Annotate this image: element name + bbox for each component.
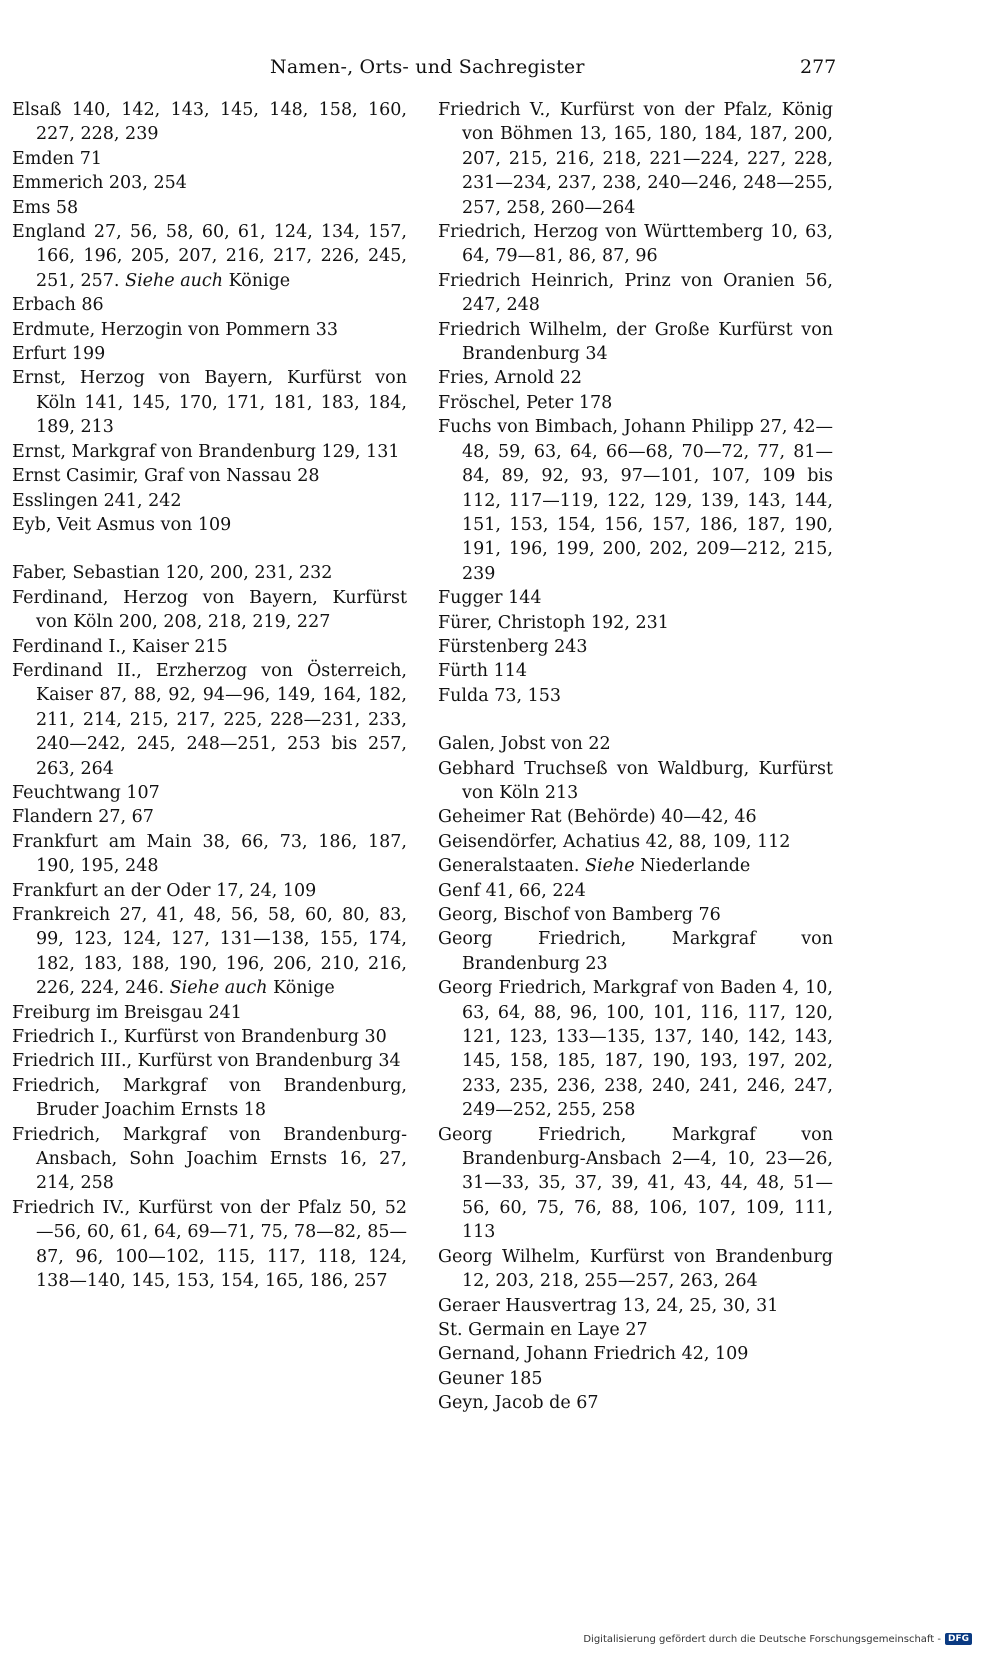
index-entry bbox=[12, 440, 407, 464]
index-entry bbox=[438, 805, 833, 829]
index-entry-text: Eyb, Veit Asmus von 109 bbox=[12, 514, 232, 535]
index-entry-text: Erbach 86 bbox=[12, 295, 104, 316]
index-entry bbox=[438, 391, 833, 415]
index-entry-text: Ernst Casimir, Graf von Nassau 28 bbox=[12, 466, 320, 487]
cross-reference: Siehe auch bbox=[125, 270, 223, 291]
index-entry-text: Esslingen 241, 242 bbox=[12, 490, 182, 511]
index-entry-text: Fulda 73, 153 bbox=[438, 685, 562, 706]
page-header bbox=[0, 56, 1000, 86]
index-entry-text: Ferdinand, Herzog von Bayern, Kurfürst von Köln 200, 208, 218, 219, 227 bbox=[12, 587, 407, 633]
index-entry bbox=[438, 659, 833, 683]
index-entry bbox=[438, 684, 833, 708]
index-entry bbox=[438, 1294, 833, 1318]
index-entry bbox=[438, 1391, 833, 1415]
index-column-right bbox=[438, 98, 833, 1416]
index-entry-text: Ferdinand I., Kaiser 215 bbox=[12, 636, 228, 657]
index-entry bbox=[12, 489, 407, 513]
index-entry bbox=[12, 659, 407, 781]
index-entry bbox=[438, 732, 833, 756]
index-entry-text: Geheimer Rat (Behörde) 40—42, 46 bbox=[438, 807, 757, 828]
index-column-left bbox=[12, 98, 407, 1294]
index-entry-text: Galen, Jobst von 22 bbox=[438, 734, 611, 755]
footer bbox=[583, 1633, 972, 1645]
index-entry-text: Generalstaaten. bbox=[438, 856, 580, 877]
index-entry bbox=[12, 513, 407, 537]
cross-reference-target: Könige bbox=[228, 270, 291, 291]
index-entry bbox=[438, 366, 833, 390]
index-entry bbox=[438, 98, 833, 220]
index-entry-text: Georg Friedrich, Markgraf von Baden 4, 10, 63, 64, 88, 96, 100, 101, 116, 117, 120, 121, 123, 133—135, 137, 140, 142, 143, 145, 158, 185, 187, 190, 193, 197, 202, 233, 235, 236, 238, 240, 241, 246, 247, 249—252, 255, 258 bbox=[438, 978, 833, 1121]
index-entry bbox=[12, 879, 407, 903]
index-entry-text: Fugger 144 bbox=[438, 588, 542, 609]
index-entry-text: Ernst, Herzog von Bayern, Kurfürst von Köln 141, 145, 170, 171, 181, 183, 184, 189, 213 bbox=[12, 368, 407, 438]
dfg-logo: DFG bbox=[945, 1633, 972, 1645]
index-entry bbox=[438, 586, 833, 610]
index-entry bbox=[12, 1074, 407, 1123]
index-entry-text: Geisendörfer, Achatius 42, 88, 109, 112 bbox=[438, 831, 791, 852]
index-entry-text: Georg Friedrich, Markgraf von Brandenburg-Ansbach 2—4, 10, 23—26, 31—33, 35, 37, 39, 41, 43, 44, 48, 51—56, 60, 75, 76, 88, 106, 107, 109, 111, 113 bbox=[438, 1124, 833, 1243]
index-entry-text: Fuchs von Bimbach, Johann Philipp 27, 42—48, 59, 63, 64, 66—68, 70—72, 77, 81—84, 89, 92, 93, 97—101, 107, 109 bis 112, 117—119, 122, 129, 139, 143, 144, 151, 153, 154, 156, 157, 186, 187, 190, 191, 196, 199, 200, 202, 209—212, 215, 239 bbox=[438, 417, 833, 584]
index-entry bbox=[438, 611, 833, 635]
index-entry bbox=[438, 879, 833, 903]
index-entry-text: St. Germain en Laye 27 bbox=[438, 1319, 648, 1340]
index-entry-text: Fürth 114 bbox=[438, 661, 528, 682]
index-entry-text: Friedrich, Herzog von Württemberg 10, 63, 64, 79—81, 86, 87, 96 bbox=[438, 222, 833, 267]
index-entry bbox=[438, 220, 833, 269]
index-entry-text: Fröschel, Peter 178 bbox=[438, 392, 613, 413]
index-entry bbox=[12, 318, 407, 342]
footer-text: Digitalisierung gefördert durch die Deutsche Forschungsgemeinschaft - bbox=[583, 1633, 941, 1645]
index-entry-text: Georg, Bischof von Bamberg 76 bbox=[438, 905, 721, 925]
index-entry-text: Frankfurt am Main 38, 66, 73, 186, 187, 190, 195, 248 bbox=[12, 831, 407, 877]
cross-reference-target: Könige bbox=[273, 978, 335, 999]
index-entry-text: Friedrich III., Kurfürst von Brandenburg 34 bbox=[12, 1051, 401, 1072]
index-entry bbox=[438, 976, 833, 1122]
index-entry-text: Ernst, Markgraf von Brandenburg 129, 131 bbox=[12, 441, 400, 462]
index-entry bbox=[12, 464, 407, 488]
index-entry bbox=[12, 98, 407, 147]
index-entry bbox=[12, 805, 407, 829]
index-entry bbox=[12, 1049, 407, 1073]
index-entry-text: Friedrich IV., Kurfürst von der Pfalz 50, 52—56, 60, 61, 64, 69—71, 75, 78—82, 85—87, 96, 100—102, 115, 117, 118, 124, 138—140, 145, 153, 154, 165, 186, 257 bbox=[12, 1197, 407, 1292]
page-title: Namen-, Orts- und Sachregister bbox=[270, 56, 585, 78]
index-entry bbox=[12, 220, 407, 293]
index-entry bbox=[438, 415, 833, 586]
index-entry bbox=[12, 830, 407, 879]
cross-reference: Siehe bbox=[585, 856, 635, 877]
index-entry bbox=[12, 1025, 407, 1049]
index-entry-text: Fürer, Christoph 192, 231 bbox=[438, 612, 669, 633]
index-entry-text: England 27, 56, 58, 60, 61, 124, 134, 157, 166, 196, 205, 207, 216, 217, 226, 245, 251, 257. bbox=[12, 222, 407, 291]
index-entry-text: Erdmute, Herzogin von Pommern 33 bbox=[12, 319, 338, 340]
index-entry-text: Freiburg im Breisgau 241 bbox=[12, 1002, 242, 1023]
index-entry bbox=[438, 927, 833, 976]
index-entry bbox=[12, 293, 407, 317]
index-entry-text: Friedrich, Markgraf von Brandenburg-Ansbach, Sohn Joachim Ernsts 16, 27, 214, 258 bbox=[12, 1124, 407, 1194]
index-entry-text: Gernand, Johann Friedrich 42, 109 bbox=[438, 1344, 749, 1365]
index-entry-text: Friedrich Heinrich, Prinz von Oranien 56, 247, 248 bbox=[438, 270, 833, 316]
index-entry bbox=[12, 635, 407, 659]
index-entry bbox=[438, 903, 833, 927]
index-entry bbox=[438, 1318, 833, 1342]
cross-reference-target: Niederlande bbox=[640, 856, 751, 877]
index-entry bbox=[12, 903, 407, 1001]
index-entry bbox=[12, 1123, 407, 1196]
index-entry-text: Frankreich 27, 41, 48, 56, 58, 60, 80, 83, 99, 123, 124, 127, 131—138, 155, 174, 182, 183, 188, 190, 196, 206, 210, 216, 226, 224, 246. bbox=[12, 905, 407, 999]
index-entry bbox=[438, 1342, 833, 1366]
index-entry bbox=[12, 366, 407, 439]
index-entry bbox=[12, 342, 407, 366]
index-entry-text: Friedrich V., Kurfürst von der Pfalz, König von Böhmen 13, 165, 180, 184, 187, 200, 207, 215, 216, 218, 221—224, 227, 228, 231—234, 237, 238, 240—246, 248—255, 257, 258, 260—264 bbox=[438, 100, 833, 218]
index-entry-text: Friedrich I., Kurfürst von Brandenburg 30 bbox=[12, 1027, 387, 1048]
index-entry-text: Friedrich, Markgraf von Brandenburg, Bruder Joachim Ernsts 18 bbox=[12, 1075, 407, 1121]
index-entry bbox=[438, 830, 833, 854]
index-entry bbox=[12, 561, 407, 585]
index-entry-text: Gebhard Truchseß von Waldburg, Kurfürst von Köln 213 bbox=[438, 758, 833, 803]
index-entry-text: Feuchtwang 107 bbox=[12, 782, 160, 803]
index-entry-text: Faber, Sebastian 120, 200, 231, 232 bbox=[12, 563, 333, 584]
index-entry bbox=[12, 1001, 407, 1025]
index-entry-text: Georg Wilhelm, Kurfürst von Brandenburg 12, 203, 218, 255—257, 263, 264 bbox=[438, 1246, 833, 1292]
index-entry bbox=[438, 757, 833, 806]
index-entry-text: Geraer Hausvertrag 13, 24, 25, 30, 31 bbox=[438, 1295, 779, 1316]
index-entry-text: Fürstenberg 243 bbox=[438, 636, 588, 657]
index-entry bbox=[438, 635, 833, 659]
index-entry bbox=[12, 147, 407, 171]
index-entry-text: Flandern 27, 67 bbox=[12, 807, 154, 828]
index-entry bbox=[438, 1123, 833, 1245]
index-entry bbox=[438, 269, 833, 318]
index-entry bbox=[12, 171, 407, 195]
index-entry-text: Ferdinand II., Erzherzog von Österreich, Kaiser 87, 88, 92, 94—96, 149, 164, 182, 211, 214, 215, 217, 225, 228—231, 233, 240—242, 245, 248—251, 253 bis 257, 263, 264 bbox=[12, 660, 407, 779]
index-entry-text: Emden 71 bbox=[12, 148, 103, 169]
cross-reference: Siehe auch bbox=[169, 978, 268, 999]
index-entry bbox=[12, 1196, 407, 1294]
index-entry-text: Georg Friedrich, Markgraf von Brandenburg 23 bbox=[438, 929, 833, 974]
index-entry-text: Genf 41, 66, 224 bbox=[438, 880, 586, 901]
index-entry-text: Frankfurt an der Oder 17, 24, 109 bbox=[12, 880, 317, 901]
index-entry-text: Geuner 185 bbox=[438, 1368, 543, 1389]
index-entry-text: Friedrich Wilhelm, der Große Kurfürst von Brandenburg 34 bbox=[438, 319, 833, 365]
index-entry-text: Geyn, Jacob de 67 bbox=[438, 1393, 599, 1414]
index-entry-text: Emmerich 203, 254 bbox=[12, 173, 187, 194]
index-entry-text: Elsaß 140, 142, 143, 145, 148, 158, 160, 227, 228, 239 bbox=[12, 100, 407, 145]
index-entry bbox=[438, 1245, 833, 1294]
index-entry bbox=[438, 854, 833, 878]
index-entry bbox=[12, 196, 407, 220]
index-entry-text: Erfurt 199 bbox=[12, 344, 106, 365]
index-entry-text: Ems 58 bbox=[12, 197, 79, 218]
index-entry bbox=[438, 318, 833, 367]
index-entry bbox=[12, 586, 407, 635]
index-entry-text: Fries, Arnold 22 bbox=[438, 368, 583, 389]
page-number: 277 bbox=[800, 56, 837, 78]
index-entry bbox=[12, 781, 407, 805]
index-entry bbox=[438, 1367, 833, 1391]
